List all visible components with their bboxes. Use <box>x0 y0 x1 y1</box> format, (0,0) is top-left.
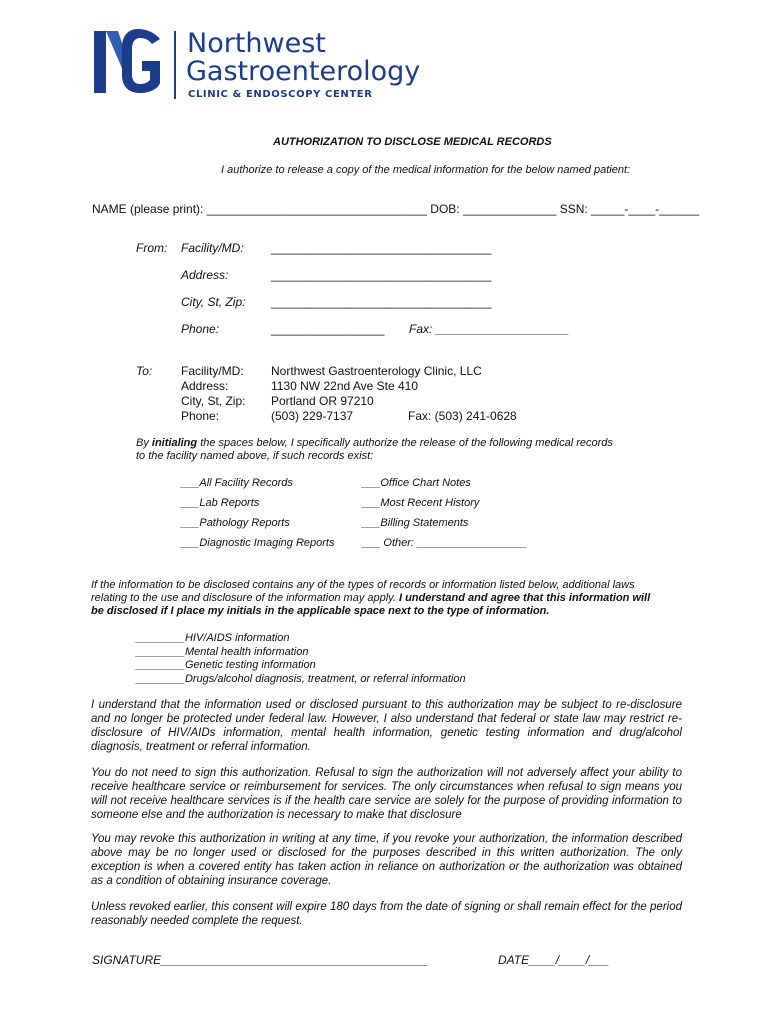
record-option[interactable]: ___Diagnostic Imaging Reports <box>181 537 335 549</box>
revoke-paragraph: You may revoke this authorization in writing at any time, if you revoke your authorization, the information described above may be no longer used or disclosed for the purposes described in this written authorization. The only exception is when a covered entity has taken action in reliance on authorization or the authorization was obtained as a condition of obtaining insurance coverage. <box>91 833 682 887</box>
sensitive-item[interactable]: ________Genetic testing information <box>136 659 316 671</box>
logo-line-2: Gastroenterology <box>186 56 421 87</box>
date-field[interactable]: DATE____/____/___ <box>498 953 610 967</box>
sensitive-item[interactable]: ________Drugs/alcohol diagnosis, treatment, or referral information <box>136 673 466 685</box>
sensitive-line-3: be disclosed if I place my initials in the applicable space next to the type of information. <box>91 605 550 617</box>
form-title: AUTHORIZATION TO DISCLOSE MEDICAL RECORDS <box>273 136 552 148</box>
patient-info-line[interactable]: NAME (please print): _________________________________ DOB: ______________ SSN: _____-____-______ <box>92 202 700 216</box>
record-option[interactable]: ___Most Recent History <box>362 497 480 509</box>
sensitive-line-1: If the information to be disclosed contains any of the types of records or information listed below, additional laws <box>91 579 635 591</box>
signature-field[interactable]: SIGNATURE________________________________________ <box>92 953 429 967</box>
logo-divider <box>174 31 176 99</box>
from-facility-label: Facility/MD: <box>181 241 244 255</box>
to-fax-value: Fax: (503) 241-0628 <box>408 409 517 423</box>
record-option[interactable]: ___Pathology Reports <box>181 517 290 529</box>
ng-monogram-icon <box>92 27 162 95</box>
sensitive-item[interactable]: ________Mental health information <box>136 646 309 658</box>
record-option[interactable]: ___Lab Reports <box>181 497 260 509</box>
intro-text: I authorize to release a copy of the medical information for the below named patient: <box>221 164 631 176</box>
to-city-value: Portland OR 97210 <box>271 394 374 408</box>
record-option[interactable]: ___Office Chart Notes <box>362 477 471 489</box>
from-city-label: City, St, Zip: <box>181 295 246 309</box>
to-facility-value: Northwest Gastroenterology Clinic, LLC <box>271 364 482 378</box>
logo-tagline: CLINIC & ENDOSCOPY CENTER <box>188 89 373 100</box>
from-address-field[interactable]: _________________________________ <box>271 268 492 282</box>
redisclosure-paragraph: I understand that the information used or disclosed pursuant to this authorization may be subject to re-disclosure and no longer be protected under federal law. However, I also understand that federal or state law may restrict re-disclosure of HIV/AIDs information, mental health information, genetic testing information and drug/alcohol diagnosis, treatment or referral information. <box>91 699 682 753</box>
record-option[interactable]: ___ Other: __________________ <box>362 537 528 549</box>
initial-instruction-line-2: to the facility named above, if such records exist: <box>136 450 374 462</box>
from-phone-field[interactable]: _________________ <box>271 322 385 336</box>
from-city-field[interactable]: _________________________________ <box>271 295 492 309</box>
from-address-label: Address: <box>181 268 229 282</box>
to-facility-label: Facility/MD: <box>181 364 244 378</box>
from-label: From: <box>136 241 168 255</box>
record-option[interactable]: ___Billing Statements <box>362 517 469 529</box>
to-phone-value: (503) 229-7137 <box>271 409 354 423</box>
logo-line-1: Northwest <box>187 28 326 59</box>
initial-instruction-line-1: By initialing the spaces below, I specifically authorize the release of the following medical records <box>136 437 613 449</box>
from-phone-label: Phone: <box>181 322 220 336</box>
sensitive-line-2: relating to the use and disclosure of the information may apply. I understand and agree that this information will <box>91 592 651 604</box>
no-need-to-sign-paragraph: You do not need to sign this authorization. Refusal to sign the authorization will not adversely affect your ability to receive healthcare service or reimbursement for services. The only circumstances when refusal to sign means you will not receive healthcare services is if the health care service are solely for the purpose of providing information to someone else and the authorization is necessary to make that disclosure <box>91 767 682 821</box>
to-city-label: City, St, Zip: <box>181 394 246 408</box>
to-address-value: 1130 NW 22nd Ave Ste 410 <box>271 379 418 393</box>
to-address-label: Address: <box>181 379 229 393</box>
to-phone-label: Phone: <box>181 409 220 423</box>
from-fax-field[interactable]: Fax: ____________________ <box>409 322 570 336</box>
to-label: To: <box>136 364 153 378</box>
sensitive-item[interactable]: ________HIV/AIDS information <box>136 632 290 644</box>
from-facility-field[interactable]: _________________________________ <box>271 241 492 255</box>
expiration-paragraph: Unless revoked earlier, this consent will expire 180 days from the date of signing or shall remain effect for the period reasonably needed complete the request. <box>91 901 682 927</box>
record-option[interactable]: ___All Facility Records <box>181 477 293 489</box>
